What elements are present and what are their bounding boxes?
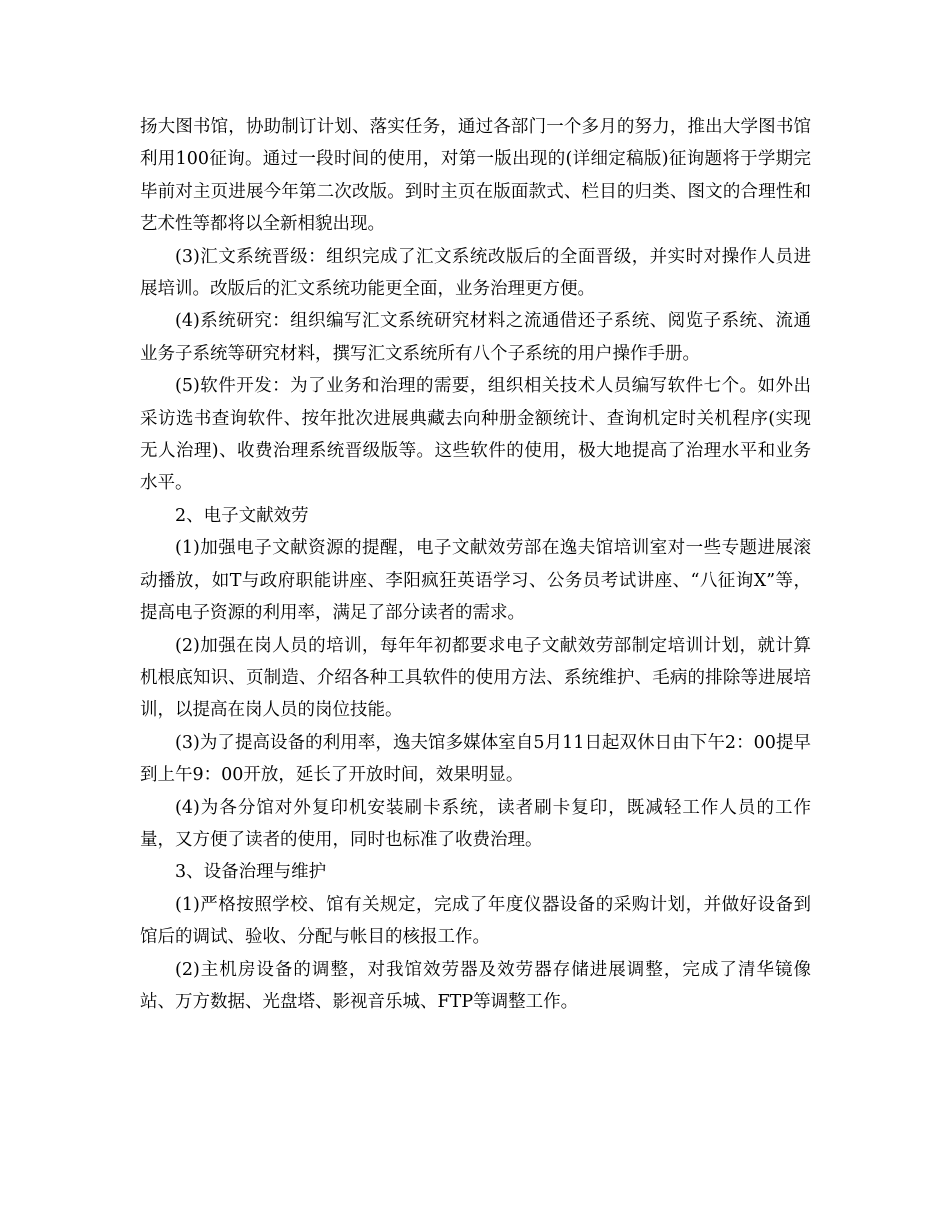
paragraph-7: (2)加强在岗人员的培训，每年年初都要求电子文献效劳部制定培训计划，就计算机根底知识、页制造、介绍各种工具软件的使用方法、系统维护、毛病的排除等进展培训，以提高在岗人员的岗位技能。 [140, 635, 811, 721]
paragraph-4: (5)软件开发：为了业务和治理的需要，组织相关技术人员编写软件七个。如外出采访选书查询软件、按年批次进展典藏去向种册金额统计、查询机定时关机程序(实现无人治理)、收费治理系统晋级版等。这些软件的使用，极大地提高了治理水平和业务水平。 [140, 376, 811, 494]
paragraph-2: (3)汇文系统晋级：组织完成了汇文系统改版后的全面晋级，并实时对操作人员进展培训。改版后的汇文系统功能更全面，业务治理更方便。 [140, 246, 811, 300]
paragraph-1: 扬大图书馆，协助制订计划、落实任务，通过各部门一个多月的努力，推出大学图书馆利用100征询。通过一段时间的使用，对第一版出现的(详细定稿版)征询题将于学期完毕前对主页进展今年第二次改版。到时主页在版面款式、栏目的归类、图文的合理性和艺术性等都将以全新相貌出现。 [140, 117, 811, 235]
section-heading-3: 3、设备治理与维护 [175, 862, 327, 883]
paragraph-6: (1)加强电子文献资源的提醒，电子文献效劳部在逸夫馆培训室对一些专题进展滚动播放，如T与政府职能讲座、李阳疯狂英语学习、公务员考试讲座、“八征询X”等，提高电子资源的利用率，满足了部分读者的需求。 [140, 538, 811, 624]
section-heading-2: 2、电子文献效劳 [175, 505, 309, 526]
paragraph-9: (4)为各分馆对外复印机安装刷卡系统，读者刷卡复印，既减轻工作人员的工作量，又方便了读者的使用，同时也标准了收费治理。 [140, 797, 811, 850]
paragraph-8: (3)为了提高设备的利用率，逸夫馆多媒体室自5月11日起双休日由下午2：00提早到上午9：00开放，延长了开放时间，效果明显。 [140, 732, 811, 786]
paragraph-12: (2)主机房设备的调整，对我馆效劳器及效劳器存储进展调整，完成了清华镜像站、万方数据、光盘塔、影视音乐城、FTP等调整工作。 [140, 959, 811, 1012]
paragraph-11: (1)严格按照学校、馆有关规定，完成了年度仪器设备的采购计划，并做好设备到馆后的调试、验收、分配与帐目的核报工作。 [140, 894, 811, 948]
paragraph-3: (4)系统研究：组织编写汇文系统研究材料之流通借还子系统、阅览子系统、流通业务子系统等研究材料，撰写汇文系统所有八个子系统的用户操作手册。 [140, 311, 811, 364]
document-body [140, 111, 811, 1018]
